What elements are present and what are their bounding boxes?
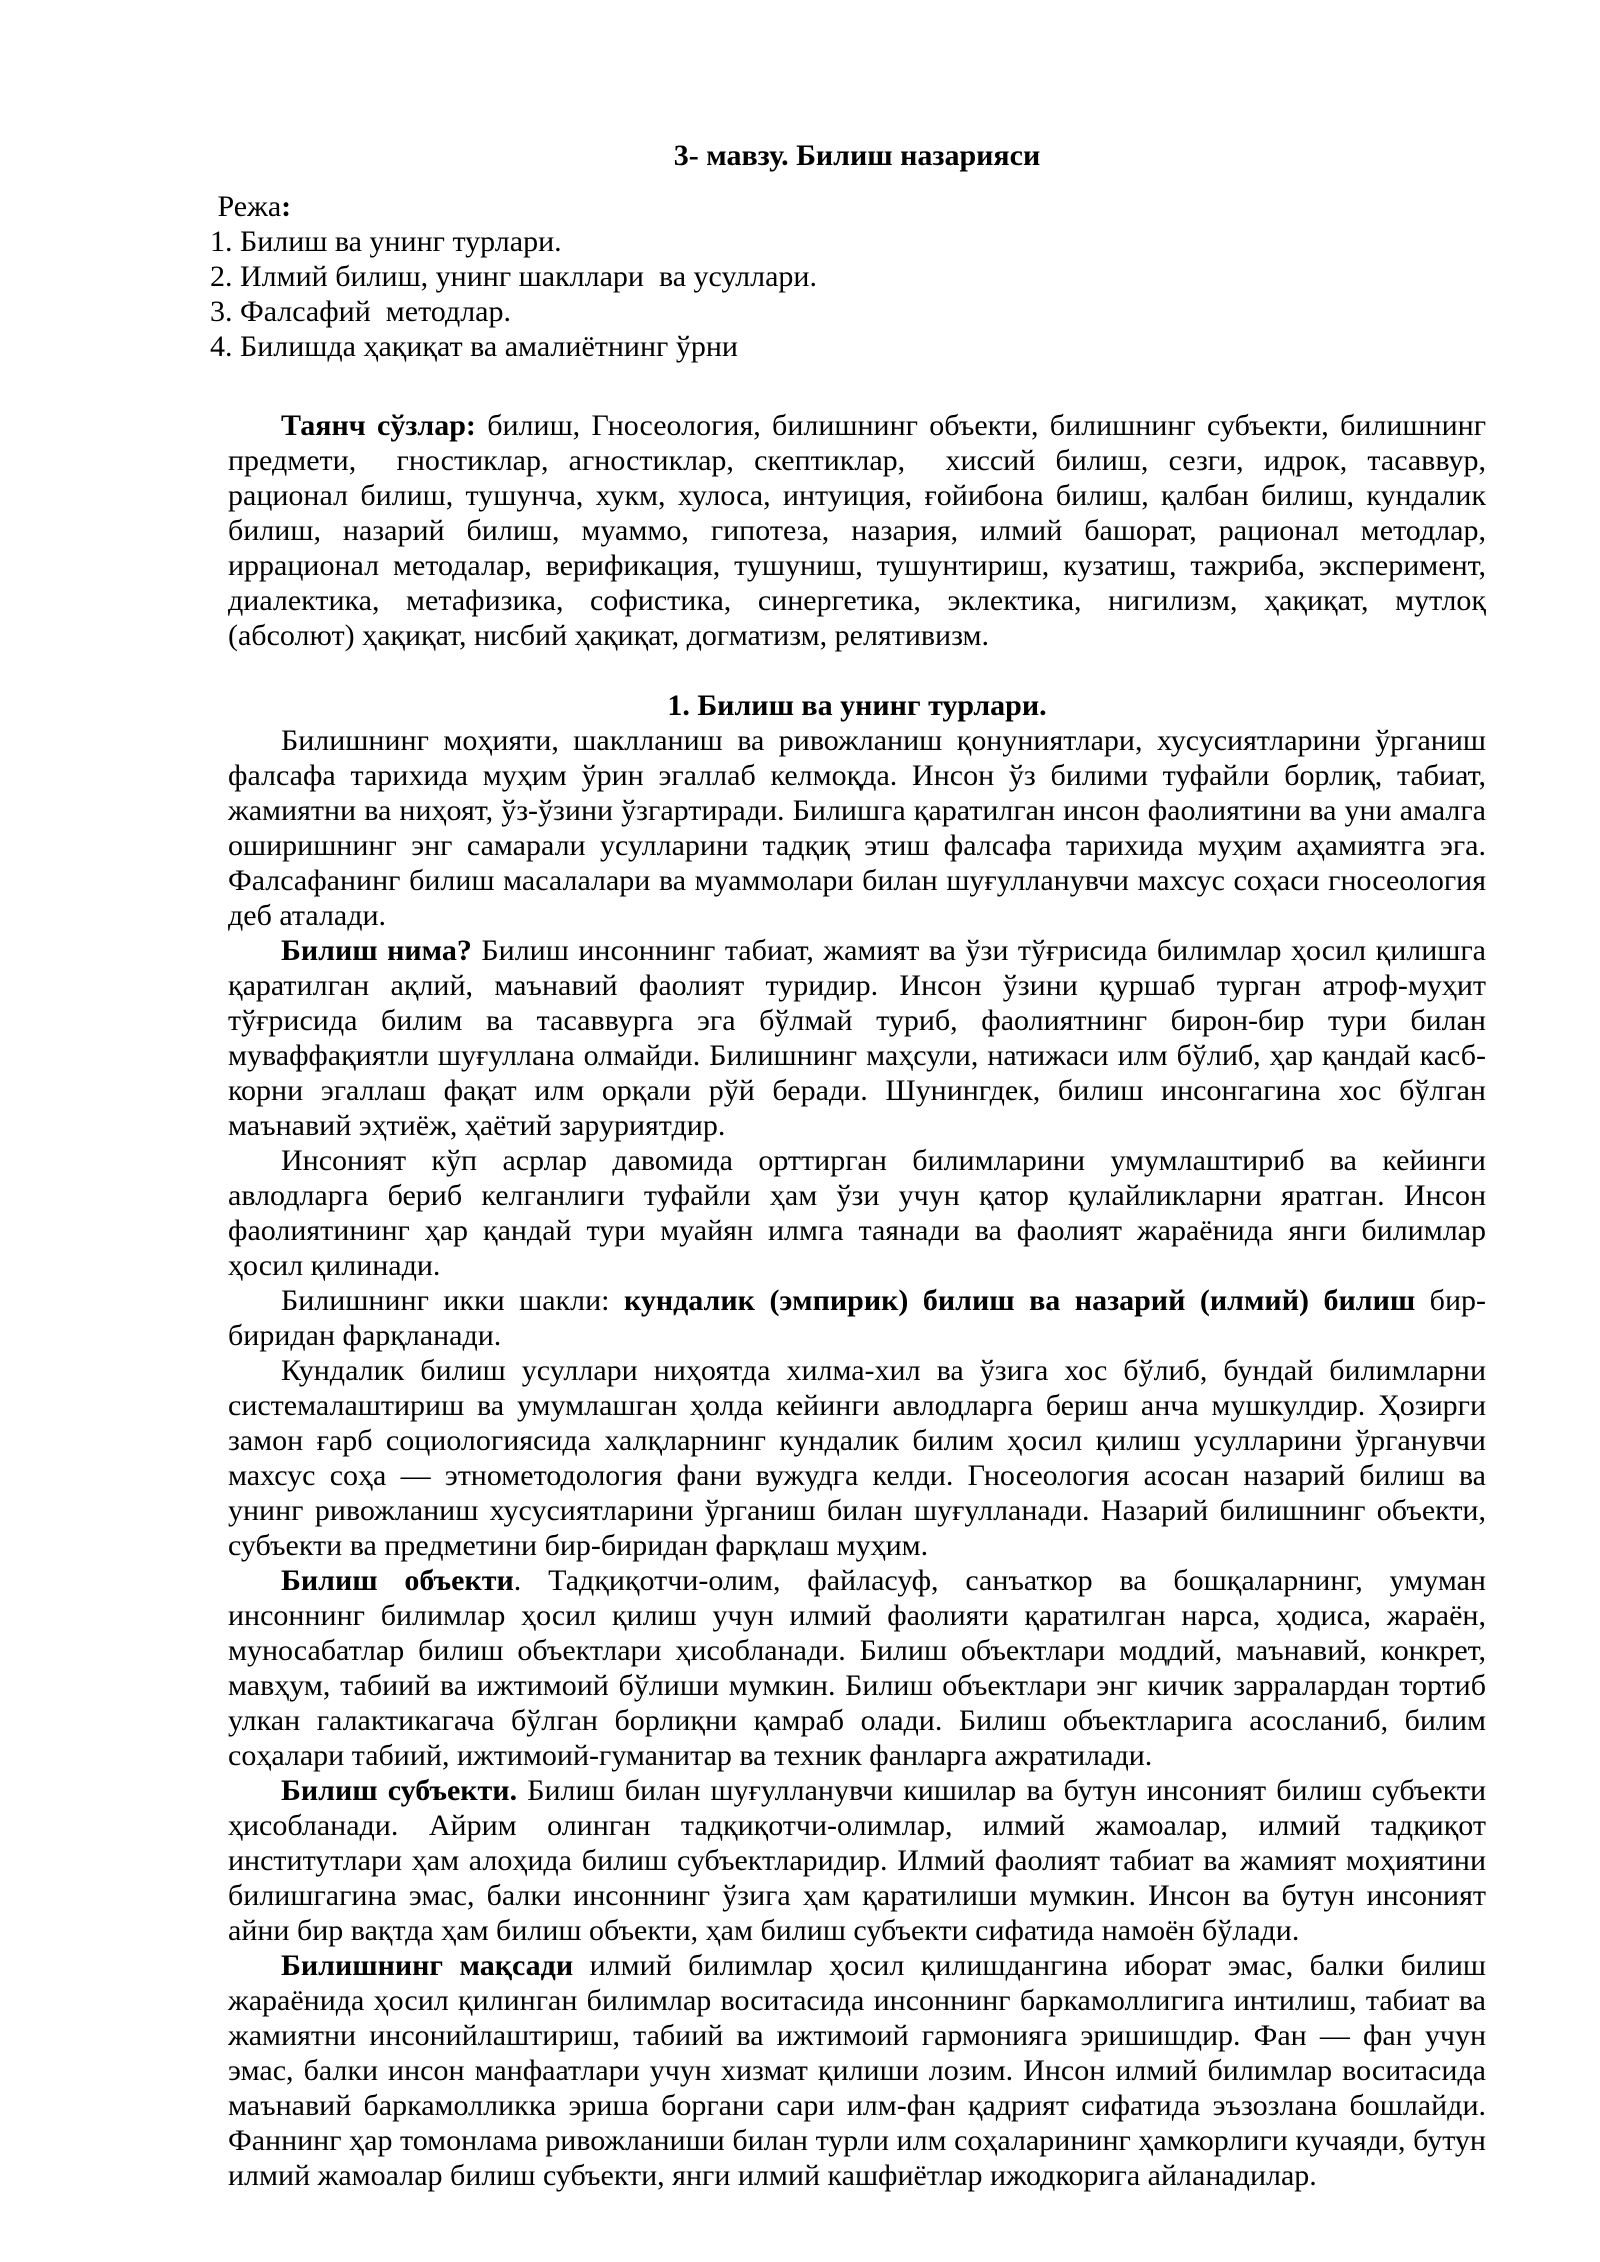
paragraph-text-run: билиш, Гносеология, билишнинг объекти, билишнинг субъекти, билишнинг предмети, гностиклар, агностиклар, скептиклар, хиссий билиш, сезги, идрок, тасаввур, рационал билиш, тушунча, хукм, хулоса, интуиция, ғойибона билиш, қалбан билиш, кундалик билиш, назарий билиш, муаммо, гипотеза, назария, илмий башорат, рационал методлар, иррационал методалар, верификация, тушуниш, тушунтириш, кузатиш, тажриба, эксперимент, диалектика, метафизика, софистика, синергетика, эклектика, нигилизм, ҳақиқат, мутлоқ (абсолют) ҳақиқат, нисбий ҳақиқат, догматизм, релятивизм.	[228, 409, 1501, 652]
paragraph-bold-run: кундалик (эмпирик) билиш ва назарий (илмий) билиш	[623, 1284, 1416, 1317]
paragraph	[228, 1143, 1494, 1283]
document-title-text: 3- мавзу. Билиш назарияси	[673, 139, 1041, 172]
paragraph-text-run: Билиш инсоннинг табиат, жамият ва ўзи тўғрисида билимлар ҳосил қилишга қаратилган ақлий, маънавий фаолият туридир. Инсон ўзини қуршаб турган атроф-муҳит тўғрисида билим ва тасаввурга эга бўлмай туриб, фаолиятнинг бирон-бир тури билан муваффақиятли шуғуллана олмайди. Билишнинг маҳсули, натижаси илм бўлиб, ҳар қандай касб-корни эгаллаш фақат илм орқали рўй беради. Шунингдек, билиш инсонгагина хос бўлган маънавий эҳтиёж, ҳаётий заруриятдир.	[228, 934, 1494, 1142]
paragraph-bold-run: Таянч сўзлар:	[281, 409, 488, 442]
paragraph-text-run: бир-биридан фарқланади.	[228, 1284, 1486, 1352]
paragraph-text-run: Инсоният кўп асрлар давомида орттирган билимларини умумлаштириб ва кейинги авлодларга бериб келганлиги туфайли ҳам ўзи учун қатор қулайликларни яратган. Инсон фаолиятининг ҳар қандай тури муайян илмга таянади ва фаолият жараёнида янги билимлар ҳосил қилинади.	[228, 1144, 1494, 1282]
paragraph-text-run: Кундалик билиш усуллари ниҳоятда хилма-хил ва ўзига хос бўлиб, бундай билимларни системалаштириш ва умумлашган ҳолда кейинги авлодларга бериш анча мушкулдир. Ҳозирги замон ғарб социологиясида халқларнинг кундалик билим ҳосил қилиш усулларини ўрганувчи махсус соҳа — этнометодология фани вужудга келди. Гносеология асосан назарий билиш ва унинг ривожланиш хусусиятларини ўрганиш билан шуғулланади. Назарий билишнинг объекти, субъекти ва предметини бир-биридан фарқлаш муҳим.	[228, 1354, 1494, 1562]
plan-item: 1. Билиш ва унинг турлари.	[210, 225, 562, 258]
paragraph	[228, 1948, 1494, 2193]
paragraph-text-run: Билиш билан шуғулланувчи кишилар ва бутун инсоният билиш субъекти ҳисобланади. Айрим олинган тадқиқотчи-олимлар, илмий жамоалар, илмий тадқиқот институтлари ҳам алоҳида билиш субъектларидир. Илмий фаолият табиат ва жамият моҳиятини билишгагина эмас, балки инсоннинг ўзига ҳам қаратилиши мумкин. Инсон ва бутун инсоният айни бир вақтда ҳам билиш объекти, ҳам билиш субъекти сифатида намоён бўлади.	[228, 1774, 1494, 1947]
plan-label-text: Режа	[210, 190, 282, 223]
paragraph	[228, 933, 1494, 1143]
plan-list	[210, 224, 1486, 364]
paragraph-bold-run: Билиш субъекти.	[281, 1774, 518, 1807]
plan-label-colon: :	[281, 190, 292, 223]
paragraph-bold-run: Билиш нима?	[281, 934, 482, 967]
paragraph-text-run: . Тадқиқотчи-олим, файласуф, санъаткор ва бошқаларнинг, умуман инсоннинг билимлар ҳосил қилиш учун илмий фаолияти қаратилган нарса, ҳодиса, жараён, муносабатлар билиш объектлари ҳисобланади. Билиш объектлари моддий, маънавий, конкрет, мавҳум, табиий ва ижтимоий бўлиши мумкин. Билиш объектлари энг кичик зарралардан тортиб улкан галактикагача бўлган борлиқни қамраб олади. Билиш объектларига асосланиб, билим соҳалари табиий, ижтимоий-гуманитар ва техник фанларга ажратилади.	[228, 1564, 1494, 1772]
paragraph-text-run: Билишнинг икки шакли:	[281, 1284, 624, 1317]
document-body	[228, 408, 1501, 2193]
paragraph-text-run: илмий билимлар ҳосил қилишдангина иборат эмас, балки билиш жараёнида ҳосил қилинган билимлар воситасида инсоннинг баркамоллигига интилиш, табиат ва жамиятни инсонийлаштириш, табиий ва ижтимоий гармонияга эришишдир. Фан — фан учун эмас, балки инсон манфаатлари учун хизмат қилиши лозим. Инсон илмий билимлар воситасида маънавий баркамолликка эриша боргани сари илм-фан қадрият сифатида эъзозлана бошлайди. Фаннинг ҳар томонлама ривожланиши билан турли илм соҳаларининг ҳамкорлиги кучаяди, бутун илмий жамоалар билиш субъекти, янги илмий кашфиётлар ижодкорига айланадилар.	[228, 1949, 1494, 2192]
document-title	[228, 138, 1486, 173]
paragraph	[228, 1283, 1486, 1353]
paragraph	[228, 1353, 1494, 1563]
paragraph	[228, 723, 1494, 933]
section-heading: 1. Билиш ва унинг турлари.	[667, 689, 1047, 722]
paragraph-text-run: Билишнинг моҳияти, шаклланиш ва ривожланиш қонуниятлари, хусусиятларини ўрганиш фалсафа тарихида муҳим ўрин эгаллаб келмоқда. Инсон ўз билими туфайли борлиқ, табиат, жамиятни ва ниҳоят, ўз-ўзини ўзгартиради. Билишга қаратилган инсон фаолиятини ва уни амалга оширишнинг энг самарали усулларини тадқиқ этиш фалсафа тарихида муҳим аҳамиятга эга. Фалсафанинг билиш масалалари ва муаммолари билан шуғулланувчи махсус соҳаси гносеология деб аталади.	[228, 724, 1494, 932]
plan-item: 4. Билишда ҳақиқат ва амалиётнинг ўрни	[210, 330, 738, 363]
paragraph-bold-run: Билиш объекти	[281, 1564, 514, 1597]
plan-item: 2. Илмий билиш, унинг шакллари ва усуллари.	[210, 260, 817, 293]
plan-label	[210, 189, 1486, 224]
plan-section	[210, 189, 1486, 364]
paragraph-bold-run: Билишнинг мақсади	[281, 1949, 574, 1982]
plan-item: 3. Фалсафий методлар.	[210, 295, 511, 328]
paragraph	[228, 408, 1501, 653]
paragraph	[228, 1563, 1494, 1773]
paragraph	[228, 1773, 1494, 1948]
